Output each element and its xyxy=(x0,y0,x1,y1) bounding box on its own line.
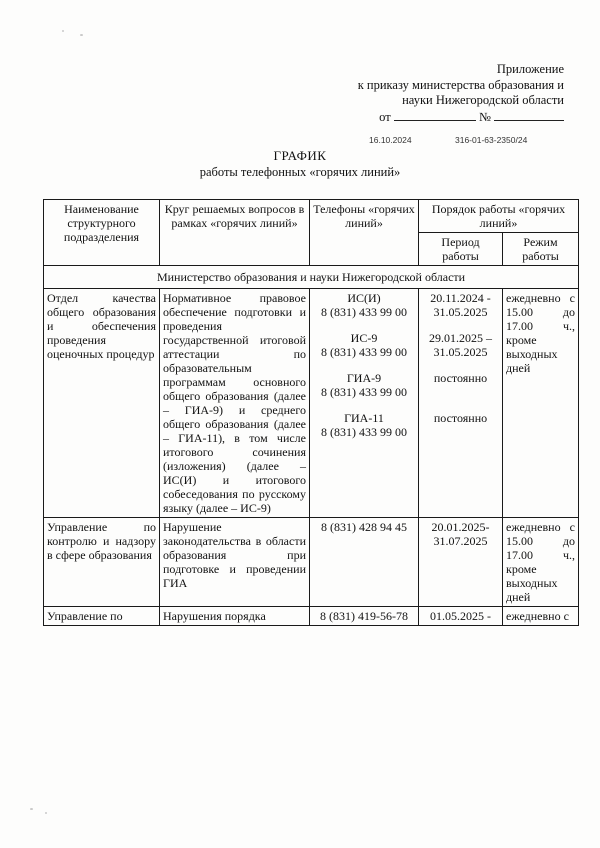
header-mode: Режим работы xyxy=(503,233,579,266)
appendix-line: Приложение xyxy=(496,62,564,76)
from-label: от xyxy=(379,109,391,124)
header-questions: Круг решаемых вопросов в рамках «горячих линий» xyxy=(160,200,310,266)
row-phones xyxy=(310,289,419,518)
line-name: ГИА-11 xyxy=(344,411,384,425)
line-period: постоянно xyxy=(433,371,488,385)
row-questions: Нормативное правовое обеспечение подготовки и проведения государственной итоговой аттестации по образовательным программам основного общего образования (далее – ГИА-9) и среднего общего образования (далее – ГИА-11), в том числе итогового сочинения (изложения) (далее – ИС(И) и итогового собеседования по русскому языку (далее – ИС-9) xyxy=(160,289,310,518)
row-phone: 8 (831) 419-56-78 xyxy=(310,607,419,626)
line-phone: 8 (831) 433 99 00 xyxy=(321,385,407,399)
row-questions: Нарушение законодательства в области образования при подготовке и проведении ГИА xyxy=(160,518,310,607)
registration-date: 16.10.2024 xyxy=(369,135,412,145)
table-header-row xyxy=(44,200,579,233)
scan-speck xyxy=(80,34,83,36)
scan-speck xyxy=(30,808,33,810)
table-row xyxy=(44,518,579,607)
schedule-table xyxy=(43,199,579,626)
order-number-line xyxy=(358,109,564,126)
table-row xyxy=(44,289,579,518)
ministry-row xyxy=(44,266,579,289)
line-period: постоянно xyxy=(433,411,488,425)
line-phone: 8 (831) 433 99 00 xyxy=(321,345,407,359)
number-blank xyxy=(494,109,564,121)
line-phone: 8 (831) 433 99 00 xyxy=(321,305,407,319)
header-phones: Телефоны «горячих линий» xyxy=(310,200,419,266)
line-name: ГИА-9 xyxy=(346,371,382,385)
row-periods xyxy=(419,289,503,518)
document-title: ГРАФИК xyxy=(273,148,327,163)
row-department: Управление по xyxy=(44,607,160,626)
header-department: Наименование структурного подразделения xyxy=(44,200,160,266)
appendix-line: к приказу министерства образования и xyxy=(357,77,564,92)
document-subtitle: работы телефонных «горячих линий» xyxy=(199,165,401,179)
row-mode: ежедневно с 15.00 до 17.00 ч., кроме выходных дней xyxy=(503,289,579,518)
row-questions: Нарушения порядка xyxy=(160,607,310,626)
scan-speck xyxy=(62,30,64,32)
header-order: Порядок работы «горячих линий» xyxy=(419,200,579,233)
appendix-line: науки Нижегородской области xyxy=(402,93,564,107)
row-department: Отдел качества общего образования и обеспечения проведения оценочных процедур xyxy=(44,289,160,518)
line-period: 20.11.2024 - 31.05.2025 xyxy=(430,291,491,319)
ministry-name: Министерство образования и науки Нижегородской области xyxy=(44,266,579,289)
date-blank xyxy=(394,109,476,121)
line-phone: 8 (831) 433 99 00 xyxy=(321,425,407,439)
scan-speck xyxy=(45,812,47,814)
row-mode: ежедневно с xyxy=(503,607,579,626)
table-row xyxy=(44,607,579,626)
line-period: 29.01.2025 – 31.05.2025 xyxy=(429,331,492,359)
line-name: ИС-9 xyxy=(350,331,378,345)
row-department: Управление по контролю и надзору в сфере образования xyxy=(44,518,160,607)
row-mode: ежедневно с 15.00 до 17.00 ч., кроме выходных дней xyxy=(503,518,579,607)
row-phone: 8 (831) 428 94 45 xyxy=(310,518,419,607)
row-period: 20.01.2025- 31.07.2025 xyxy=(419,518,503,607)
header-period: Период работы xyxy=(419,233,503,266)
number-sign: № xyxy=(478,109,491,124)
appendix-block xyxy=(358,62,564,125)
line-name: ИС(И) xyxy=(347,291,381,305)
registration-number: 316-01-63-2350/24 xyxy=(455,135,528,145)
row-period: 01.05.2025 - xyxy=(419,607,503,626)
